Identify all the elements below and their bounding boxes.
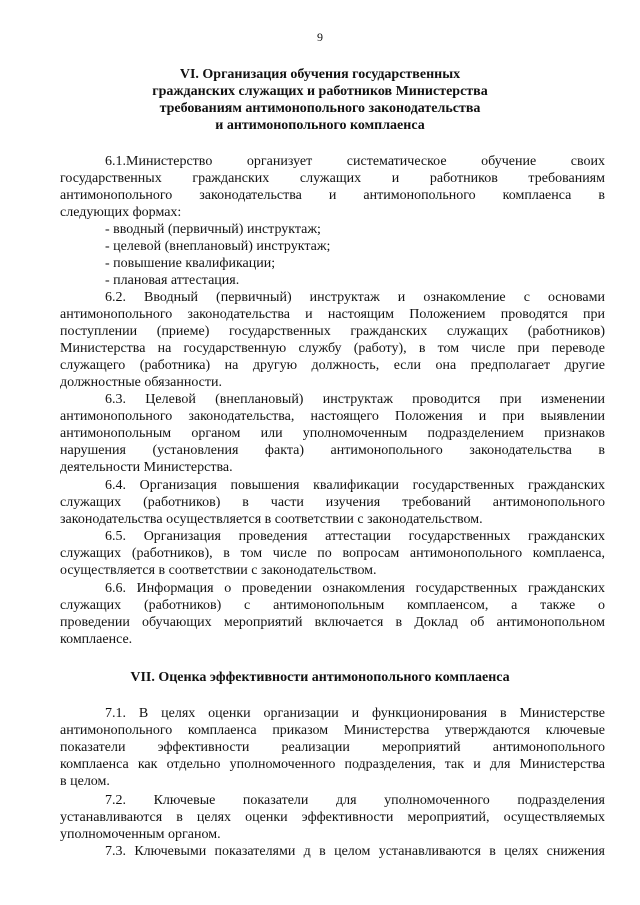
heading-line: VII. Оценка эффективности антимонопольного комплаенса — [130, 670, 510, 685]
list-item: - вводный (первичный) инструктаж; — [105, 222, 321, 237]
text-line: показатели эффективности реализации мероприятий антимонопольного — [60, 740, 605, 755]
paragraph-7-1 — [60, 705, 605, 790]
text-line: 6.4. Организация повышения квалификации государственных гражданских — [105, 478, 605, 493]
text-line: государственных гражданских служащих и работников требованиям — [60, 171, 605, 186]
paragraph-6-1 — [60, 153, 605, 221]
text-line: поступлении (приеме) государственных гражданских служащих (работников) — [60, 324, 605, 339]
text-line: служащих (работников) с антимонопольным комплаенсом, а также о — [60, 598, 605, 613]
text-line: 6.6. Информация о проведении ознакомления государственных гражданских — [105, 581, 605, 596]
paragraph-6-3 — [60, 391, 605, 476]
text-line: комплаенса как отдельно уполномоченного подразделения, так и для Министерства — [60, 757, 605, 772]
text-line: комплаенсе. — [60, 632, 133, 647]
text-line: служащих (работников), в том числе по вопросам антимонопольного комплаенса, — [60, 546, 605, 561]
text-line: должностные обязанности. — [60, 375, 222, 390]
text-line: 6.1.Министерство организует систематическое обучение своих — [105, 154, 605, 169]
paragraph-7-3 — [60, 843, 605, 860]
list-item: - целевой (внеплановый) инструктаж; — [105, 239, 331, 254]
text-line: 7.3. Ключевыми показателями д в целом устанавливаются в целях снижения — [105, 844, 605, 859]
paragraph-6-5 — [60, 528, 605, 579]
text-line: 7.1. В целях оценки организации и функционирования в Министерстве — [105, 706, 605, 721]
text-line: 6.2. Вводный (первичный) инструктаж и ознакомление с основами — [105, 290, 605, 305]
text-line: нарушения (установления факта) антимонопольного законодательства в — [60, 443, 605, 458]
text-line: 7.2. Ключевые показатели для уполномоченного подразделения — [105, 793, 605, 808]
text-line: Министерства на государственную службу (работу), в том числе при переводе — [60, 341, 605, 356]
text-line: законодательства осуществляется в соответствии с законодательством. — [60, 512, 483, 527]
heading-line: VI. Организация обучения государственных — [179, 67, 461, 82]
text-line: служащих (работников) в части изучения требований антимонопольного — [60, 495, 605, 510]
paragraph-6-6 — [60, 580, 605, 648]
text-line: в целом. — [60, 774, 110, 789]
text-line: антимонопольного комплаенса приказом Министерства утверждаются ключевые — [60, 723, 605, 738]
page-number: 9 — [317, 30, 323, 44]
text-line: антимонопольным органом или уполномоченным подразделением признаков — [60, 426, 605, 441]
text-line: антимонопольного законодательства и настоящим Положением проводятся при — [60, 307, 605, 322]
heading-line: и антимонопольного комплаенса — [215, 118, 425, 133]
heading-line: требованиям антимонопольного законодательства — [159, 101, 481, 116]
list-item: - плановая аттестация. — [105, 273, 240, 288]
training-forms-list — [105, 221, 330, 289]
text-line: проведении обучающих мероприятий включается в Доклад об антимонопольном — [60, 615, 605, 630]
text-line: деятельности Министерства. — [60, 460, 233, 475]
text-line: антимонопольного законодательства и антимонопольного комплаенса в — [60, 188, 605, 203]
text-line: осуществляется в соответствии с законодательством. — [60, 563, 377, 578]
paragraph-7-2 — [60, 792, 605, 843]
text-line: следующих формах: — [60, 205, 182, 220]
text-line: служащего (работника) на другую должность, если она предполагает другие — [60, 358, 605, 373]
text-line: 6.5. Организация проведения аттестации государственных гражданских — [105, 529, 605, 544]
section-6-heading — [0, 66, 640, 134]
paragraph-6-2 — [60, 289, 605, 391]
list-item: - повышение квалификации; — [105, 256, 276, 271]
text-line: устанавливаются в целях оценки эффективности мероприятий, осуществляемых — [60, 810, 605, 825]
section-7-heading — [0, 669, 640, 686]
heading-line: гражданских служащих и работников Министерства — [152, 84, 488, 99]
text-line: 6.3. Целевой (внеплановый) инструктаж проводится при изменении — [105, 392, 605, 407]
text-line: антимонопольного законодательства, настоящего Положения и при выявлении — [60, 409, 605, 424]
text-line: уполномоченным органом. — [60, 827, 221, 842]
paragraph-6-4 — [60, 477, 605, 528]
